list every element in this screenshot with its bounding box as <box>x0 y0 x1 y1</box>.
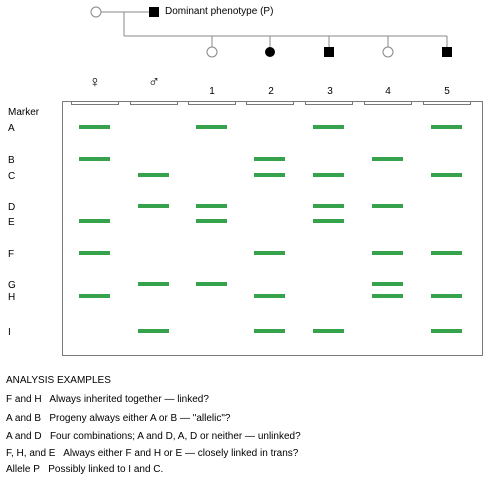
marker-label-e: E <box>8 217 15 228</box>
marker-label-a: A <box>8 123 15 134</box>
band-d-lane-3 <box>196 204 227 208</box>
band-d-lane-5 <box>313 204 344 208</box>
band-a-lane-3 <box>196 125 227 129</box>
gel-well-1 <box>71 101 119 105</box>
band-d-lane-6 <box>372 204 403 208</box>
band-e-lane-5 <box>313 219 344 223</box>
band-i-lane-5 <box>313 329 344 333</box>
band-b-lane-1 <box>79 157 110 161</box>
band-c-lane-2 <box>138 173 169 177</box>
band-h-lane-7 <box>431 294 462 298</box>
band-b-lane-4 <box>254 157 285 161</box>
analysis-prefix-1: F and H <box>6 394 42 405</box>
band-e-lane-3 <box>196 219 227 223</box>
gel-well-4 <box>246 101 294 105</box>
offspring-2-female-affected-symbol <box>265 47 275 57</box>
analysis-text-4: Always either F and H or E — closely linked in trans? <box>63 448 299 459</box>
analysis-line-1 <box>6 394 209 405</box>
band-a-lane-7 <box>431 125 462 129</box>
parent-female-symbol <box>91 7 101 17</box>
lane-label-5: 5 <box>444 86 450 97</box>
band-c-lane-5 <box>313 173 344 177</box>
lane-label-1: 1 <box>209 86 215 97</box>
analysis-text-3: Four combinations; A and D, A, D or neither — unlinked? <box>49 431 301 442</box>
analysis-line-2 <box>6 413 230 424</box>
pedigree-legend-label: Dominant phenotype (P) <box>165 6 274 17</box>
band-g-lane-6 <box>372 282 403 286</box>
band-e-lane-1 <box>79 219 110 223</box>
band-h-lane-4 <box>254 294 285 298</box>
analysis-text-1: Always inherited together — linked? <box>49 394 209 405</box>
band-f-lane-4 <box>254 251 285 255</box>
offspring-1-female-symbol <box>207 47 217 57</box>
band-i-lane-4 <box>254 329 285 333</box>
marker-label-g: G <box>8 280 16 291</box>
analysis-prefix-4: F, H, and E <box>6 448 56 459</box>
marker-label-h: H <box>8 292 16 303</box>
lane-label-3: 3 <box>327 86 333 97</box>
offspring-5-male-affected-symbol <box>442 47 452 57</box>
analysis-line-3 <box>6 431 301 442</box>
parent-male-symbol <box>149 7 159 17</box>
marker-label-c: C <box>8 171 16 182</box>
band-i-lane-2 <box>138 329 169 333</box>
marker-label-f: F <box>8 249 15 260</box>
band-d-lane-2 <box>138 204 169 208</box>
analysis-prefix-3: A and D <box>6 431 42 442</box>
lane-label-female: ♀ <box>89 74 101 91</box>
analysis-prefix-5: Allele P <box>6 464 40 475</box>
band-c-lane-7 <box>431 173 462 177</box>
band-a-lane-5 <box>313 125 344 129</box>
band-h-lane-1 <box>79 294 110 298</box>
gel-well-5 <box>305 101 353 105</box>
analysis-line-5 <box>6 464 163 475</box>
analysis-line-4 <box>6 448 298 459</box>
gel-well-6 <box>364 101 412 105</box>
band-c-lane-4 <box>254 173 285 177</box>
marker-label-b: B <box>8 155 15 166</box>
marker-label-d: D <box>8 202 16 213</box>
band-a-lane-1 <box>79 125 110 129</box>
analysis-text-2: Progeny always either A or B — "allelic"? <box>49 413 231 424</box>
gel-well-7 <box>423 101 471 105</box>
offspring-4-female-symbol <box>383 47 393 57</box>
gel-well-2 <box>130 101 178 105</box>
band-f-lane-1 <box>79 251 110 255</box>
band-f-lane-6 <box>372 251 403 255</box>
gel-panel <box>62 101 483 356</box>
lane-label-male: ♂ <box>148 74 160 91</box>
band-f-lane-7 <box>431 251 462 255</box>
band-i-lane-7 <box>431 329 462 333</box>
analysis-text-5: Possibly linked to I and C. <box>48 464 164 475</box>
gel-well-3 <box>188 101 236 105</box>
band-g-lane-3 <box>196 282 227 286</box>
marker-heading: Marker <box>8 107 40 118</box>
offspring-3-male-affected-symbol <box>324 47 334 57</box>
lane-label-2: 2 <box>268 86 274 97</box>
band-g-lane-2 <box>138 282 169 286</box>
marker-label-i: I <box>8 327 11 338</box>
analysis-prefix-2: A and B <box>6 413 42 424</box>
band-b-lane-6 <box>372 157 403 161</box>
lane-label-4: 4 <box>385 86 391 97</box>
analysis-heading: ANALYSIS EXAMPLES <box>6 375 111 386</box>
band-h-lane-6 <box>372 294 403 298</box>
